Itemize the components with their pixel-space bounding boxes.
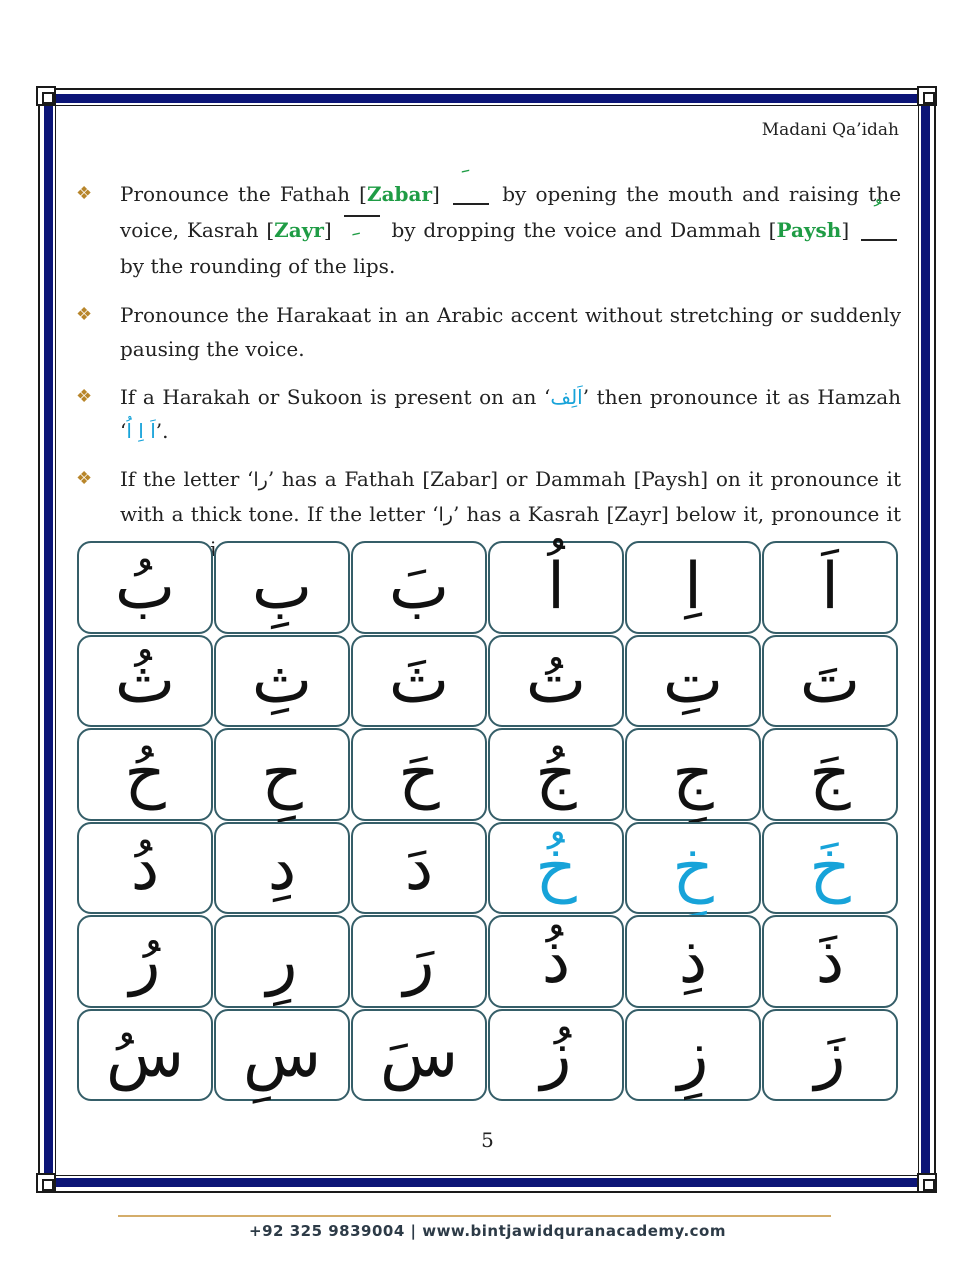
kasrah-mark-icon <box>344 215 380 239</box>
letter-cell <box>351 541 487 634</box>
footer-contact: +92 325 9839004 | www.bintjawidquranacademy.com <box>249 1222 726 1240</box>
letter-cell <box>214 541 350 634</box>
diamond-bullet-icon: ❖ <box>76 386 93 407</box>
rule-text: ’ has a Kasrah [Zayr] below it, pronounce it <box>452 502 901 526</box>
arabic-letter: بَ <box>388 550 450 625</box>
letter-cell <box>77 822 213 915</box>
arabic-letter: سَ <box>379 1017 459 1092</box>
letter-cell <box>625 635 761 728</box>
letter-cell <box>762 541 898 634</box>
rule-text: by dropping the voice and Dammah [ <box>391 218 777 242</box>
letter-cell <box>488 915 624 1008</box>
letter-cell <box>77 635 213 728</box>
footer-divider <box>118 1215 831 1217</box>
letter-cell <box>762 915 898 1008</box>
arabic-letter: زُ <box>540 1017 572 1092</box>
arabic-letter: اَ <box>821 550 839 625</box>
arabic-letter: ذُ <box>541 924 571 999</box>
arabic-hamzah-forms: اَ اِ اُ <box>126 419 156 443</box>
header-title: Madani Qa’idah <box>761 120 899 140</box>
arabic-letter: اِ <box>684 550 702 625</box>
corner-ornament-icon <box>917 86 937 106</box>
rule-text: ’ then pronounce it as Hamzah ‘ <box>120 385 901 443</box>
letter-cell <box>625 1009 761 1102</box>
arabic-letter: سِ <box>242 1017 322 1092</box>
arabic-letter: زَ <box>814 1017 846 1092</box>
arabic-letter: حَ <box>398 737 440 812</box>
arabic-letter: حِ <box>261 737 303 812</box>
rule-text: ] <box>841 218 850 242</box>
rule-item <box>76 298 901 366</box>
rule-text: Pronounce the Fathah [ <box>120 182 367 206</box>
letter-cell <box>488 822 624 915</box>
page-number: 5 <box>481 1128 494 1152</box>
arabic-ra-letter: را <box>253 469 268 491</box>
term-zabar: Zabar <box>366 182 433 206</box>
letter-cell <box>762 822 898 915</box>
letter-cell <box>351 1009 487 1102</box>
corner-ornament-icon <box>917 1173 937 1193</box>
arabic-letter: تِ <box>662 643 724 718</box>
arabic-letter: رِ <box>266 924 298 999</box>
arabic-letter: اُ <box>547 550 565 625</box>
letter-cell <box>77 541 213 634</box>
letter-cell <box>214 1009 350 1102</box>
rule-text: Pronounce the Harakaat in an Arabic accent without stretching or suddenly pausing the voice. <box>120 303 901 361</box>
letter-cell <box>488 541 624 634</box>
arabic-letter: ذَ <box>815 924 845 999</box>
rule-text: If the letter ‘ <box>120 467 254 491</box>
letter-cell <box>214 635 350 728</box>
arabic-letter: جُ <box>535 737 577 812</box>
letter-cell <box>351 635 487 728</box>
rule-text: If a Harakah or Sukoon is present on an ‘ <box>120 385 551 409</box>
arabic-letter: دِ <box>267 830 297 905</box>
rule-text: ] <box>432 182 440 206</box>
arabic-letter: خَ <box>809 830 851 905</box>
letter-cell <box>214 728 350 821</box>
letter-cell <box>625 541 761 634</box>
arabic-letter: جِ <box>672 737 714 812</box>
rule-text: ] <box>323 218 332 242</box>
term-paysh: Paysh <box>776 218 842 242</box>
rule-text: ’ has a Fathah [Zabar] or Dammah [Paysh] on it pronounce it with a thick tone. If the letter ‘ <box>120 467 901 526</box>
arabic-letter: خِ <box>672 830 714 905</box>
term-zayr: Zayr <box>274 218 324 242</box>
letter-cell <box>77 1009 213 1102</box>
arabic-letter: رُ <box>129 924 161 999</box>
diamond-bullet-icon: ❖ <box>76 304 93 325</box>
arabic-letter: خُ <box>535 830 577 905</box>
letter-grid <box>77 541 898 1101</box>
fathah-mark-icon <box>453 181 489 205</box>
arabic-letter: ثَ <box>388 643 450 718</box>
letter-cell <box>488 1009 624 1102</box>
arabic-letter: دُ <box>130 830 160 905</box>
corner-ornament-icon <box>36 1173 56 1193</box>
rules-list <box>76 176 901 580</box>
corner-ornament-icon <box>36 86 56 106</box>
arabic-letter: بُ <box>114 550 176 625</box>
arabic-letter: جَ <box>809 737 851 812</box>
arabic-alif-word: اَلِف <box>550 385 583 409</box>
arabic-letter: تَ <box>799 643 861 718</box>
arabic-ra-letter: را <box>438 504 453 526</box>
dammah-mark-icon <box>861 217 897 241</box>
arabic-letter: ثِ <box>251 643 313 718</box>
letter-cell <box>762 728 898 821</box>
letter-cell <box>488 728 624 821</box>
letter-cell <box>351 915 487 1008</box>
arabic-letter: تُ <box>525 643 587 718</box>
rule-item <box>76 380 901 448</box>
letter-cell <box>625 728 761 821</box>
letter-cell <box>762 1009 898 1102</box>
arabic-letter: ذِ <box>678 924 708 999</box>
rule-item <box>76 176 901 284</box>
arabic-letter: ثُ <box>114 643 176 718</box>
arabic-letter: دَ <box>404 830 434 905</box>
rule-text: ’. <box>155 419 169 443</box>
diamond-bullet-icon: ❖ <box>76 468 93 489</box>
letter-cell <box>488 635 624 728</box>
letter-cell <box>351 728 487 821</box>
rule-text: by the rounding of the lips. <box>120 254 396 278</box>
rule-text: by opening the mouth and raising the voice, Kasrah [ <box>120 182 902 242</box>
letter-cell <box>625 822 761 915</box>
letter-cell <box>762 635 898 728</box>
arabic-letter: حُ <box>124 737 166 812</box>
arabic-letter: زِ <box>677 1017 709 1092</box>
arabic-letter: رَ <box>403 924 435 999</box>
letter-cell <box>625 915 761 1008</box>
letter-cell <box>77 728 213 821</box>
arabic-letter: بِ <box>251 550 313 625</box>
arabic-letter: سُ <box>105 1017 185 1092</box>
letter-cell <box>77 915 213 1008</box>
letter-cell <box>214 915 350 1008</box>
letter-cell <box>351 822 487 915</box>
letter-cell <box>214 822 350 915</box>
diamond-bullet-icon: ❖ <box>76 183 93 204</box>
